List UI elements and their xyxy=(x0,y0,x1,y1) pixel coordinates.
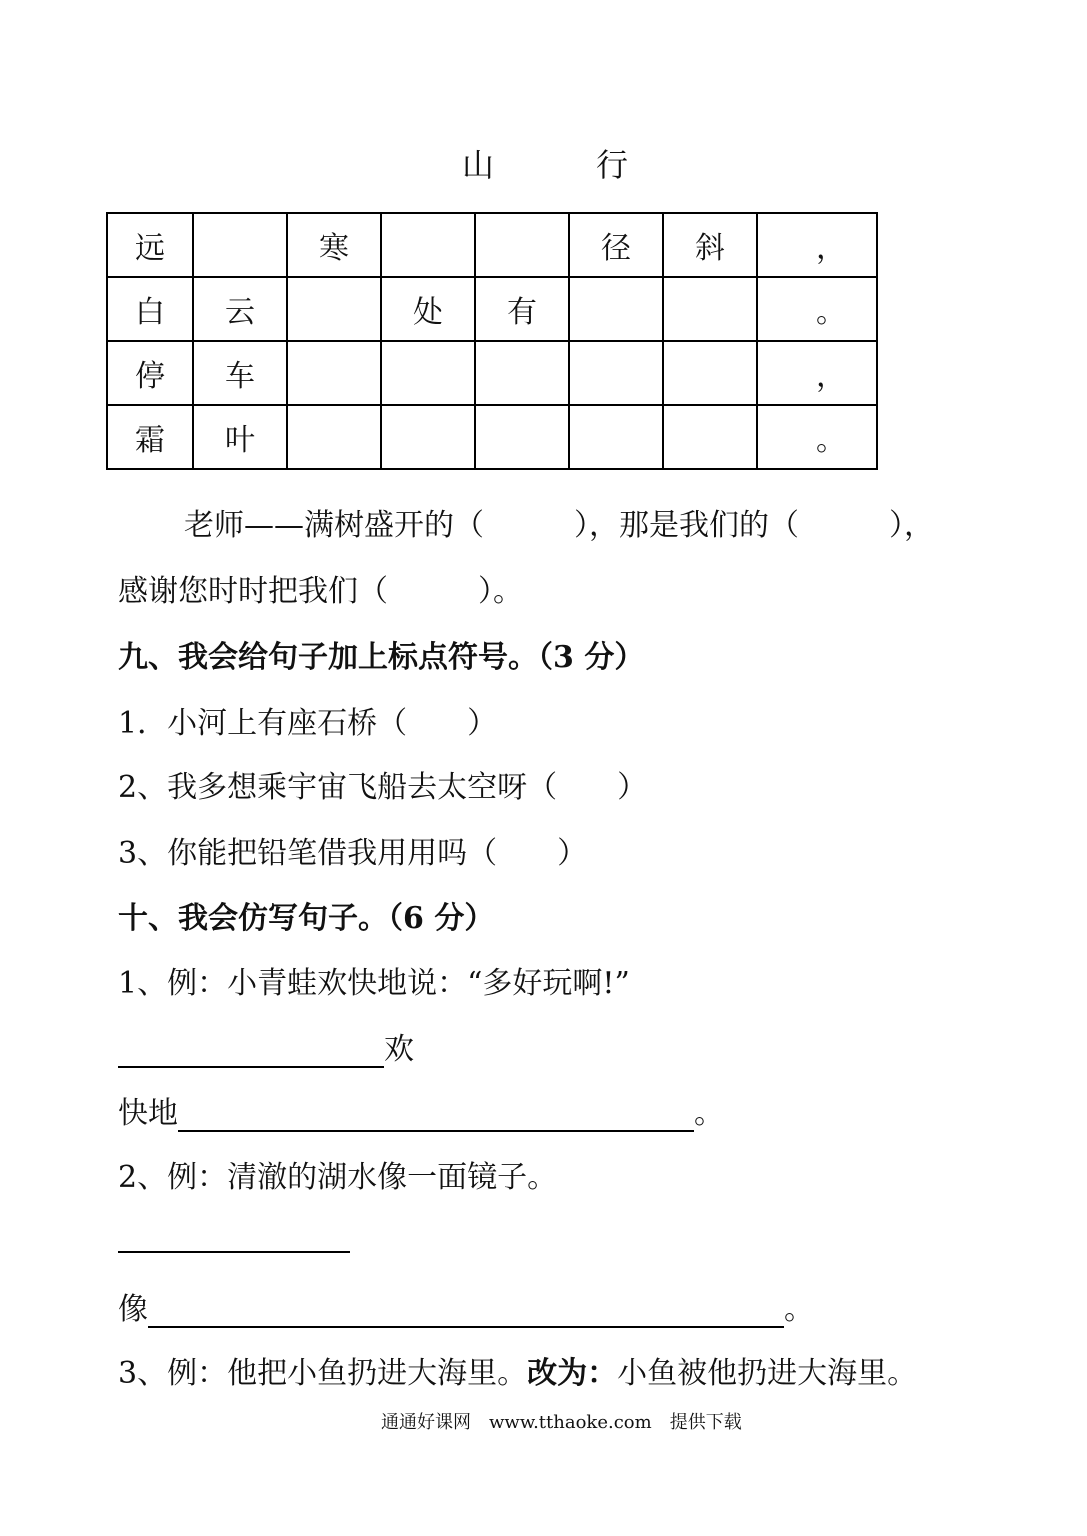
poem-cell[interactable] xyxy=(663,341,757,405)
answer-line-2b xyxy=(118,1284,814,1328)
poem-cell: 处 xyxy=(381,277,475,341)
poem-cell[interactable] xyxy=(569,341,663,405)
example-1: 1、例：小青蛙欢快地说：“多好玩啊!” xyxy=(118,966,630,1001)
section-9-item: 1．小河上有座石桥（ ） xyxy=(118,706,498,741)
poem-title-char-1: 山 xyxy=(462,146,495,184)
answer-blank[interactable] xyxy=(118,1036,384,1068)
poem-cell[interactable] xyxy=(663,277,757,341)
poem-cell[interactable] xyxy=(381,341,475,405)
example-3-original: 3、例：他把小鱼扔进大海里。 xyxy=(118,1356,528,1391)
poem-cell: 。 xyxy=(757,405,877,469)
teacher-fill-line-1: 老师——满树盛开的（ ），那是我们的（ ）， xyxy=(184,508,934,543)
poem-cell: 白 xyxy=(107,277,193,341)
poem-cell[interactable] xyxy=(475,405,569,469)
example-3-label: 改为： xyxy=(527,1356,618,1391)
poem-cell: 有 xyxy=(475,277,569,341)
poem-cell: ， xyxy=(757,341,877,405)
poem-cell: 斜 xyxy=(663,213,757,277)
poem-cell: ， xyxy=(757,213,877,277)
poem-cell[interactable] xyxy=(475,341,569,405)
answer-line-2a xyxy=(118,1218,350,1253)
poem-row xyxy=(107,277,877,341)
teacher-fill-line-2: 感谢您时时把我们（ ）。 xyxy=(118,574,523,609)
poem-row xyxy=(107,341,877,405)
footer-text: 通通好课网 www.tthaoke.com 提供下载 xyxy=(381,1412,742,1433)
section-9-item: 2、我多想乘宇宙飞船去太空呀（ ） xyxy=(118,770,648,805)
example-3-rewritten: 小鱼被他扔进大海里。 xyxy=(617,1356,918,1391)
poem-row xyxy=(107,213,877,277)
poem-title-char-2: 行 xyxy=(596,146,629,184)
poem-cell: 。 xyxy=(757,277,877,341)
answer-blank[interactable] xyxy=(118,1221,350,1253)
poem-cell: 叶 xyxy=(193,405,287,469)
poem-cell[interactable] xyxy=(287,277,381,341)
poem-cell[interactable] xyxy=(193,213,287,277)
poem-cell[interactable] xyxy=(287,405,381,469)
example-3 xyxy=(118,1348,917,1392)
answer-text: 像 xyxy=(118,1292,148,1327)
poem-cell: 停 xyxy=(107,341,193,405)
poem-cell[interactable] xyxy=(381,213,475,277)
section-9-heading: 九、我会给句子加上标点符号。（3 分） xyxy=(118,640,645,675)
answer-line-1b xyxy=(118,1088,724,1132)
poem-grid xyxy=(106,212,878,470)
section-9-item: 3、你能把铅笔借我用用吗（ ） xyxy=(118,836,588,871)
poem-cell: 云 xyxy=(193,277,287,341)
poem-row xyxy=(107,405,877,469)
poem-cell: 寒 xyxy=(287,213,381,277)
answer-line-1a xyxy=(118,1024,414,1068)
answer-blank[interactable] xyxy=(148,1296,784,1328)
section-10-heading: 十、我会仿写句子。（6 分） xyxy=(118,901,495,936)
poem-cell[interactable] xyxy=(381,405,475,469)
poem-cell[interactable] xyxy=(569,405,663,469)
answer-text: 欢 xyxy=(384,1032,414,1067)
poem-cell[interactable] xyxy=(475,213,569,277)
poem-cell[interactable] xyxy=(569,277,663,341)
example-2: 2、例：清澈的湖水像一面镜子。 xyxy=(118,1160,558,1195)
poem-cell: 霜 xyxy=(107,405,193,469)
answer-text: 快地 xyxy=(118,1096,178,1131)
poem-cell[interactable] xyxy=(287,341,381,405)
poem-cell[interactable] xyxy=(663,405,757,469)
answer-text: 。 xyxy=(784,1292,814,1327)
poem-cell: 径 xyxy=(569,213,663,277)
poem-cell: 车 xyxy=(193,341,287,405)
poem-cell: 远 xyxy=(107,213,193,277)
answer-text: 。 xyxy=(694,1096,724,1131)
answer-blank[interactable] xyxy=(178,1100,694,1132)
